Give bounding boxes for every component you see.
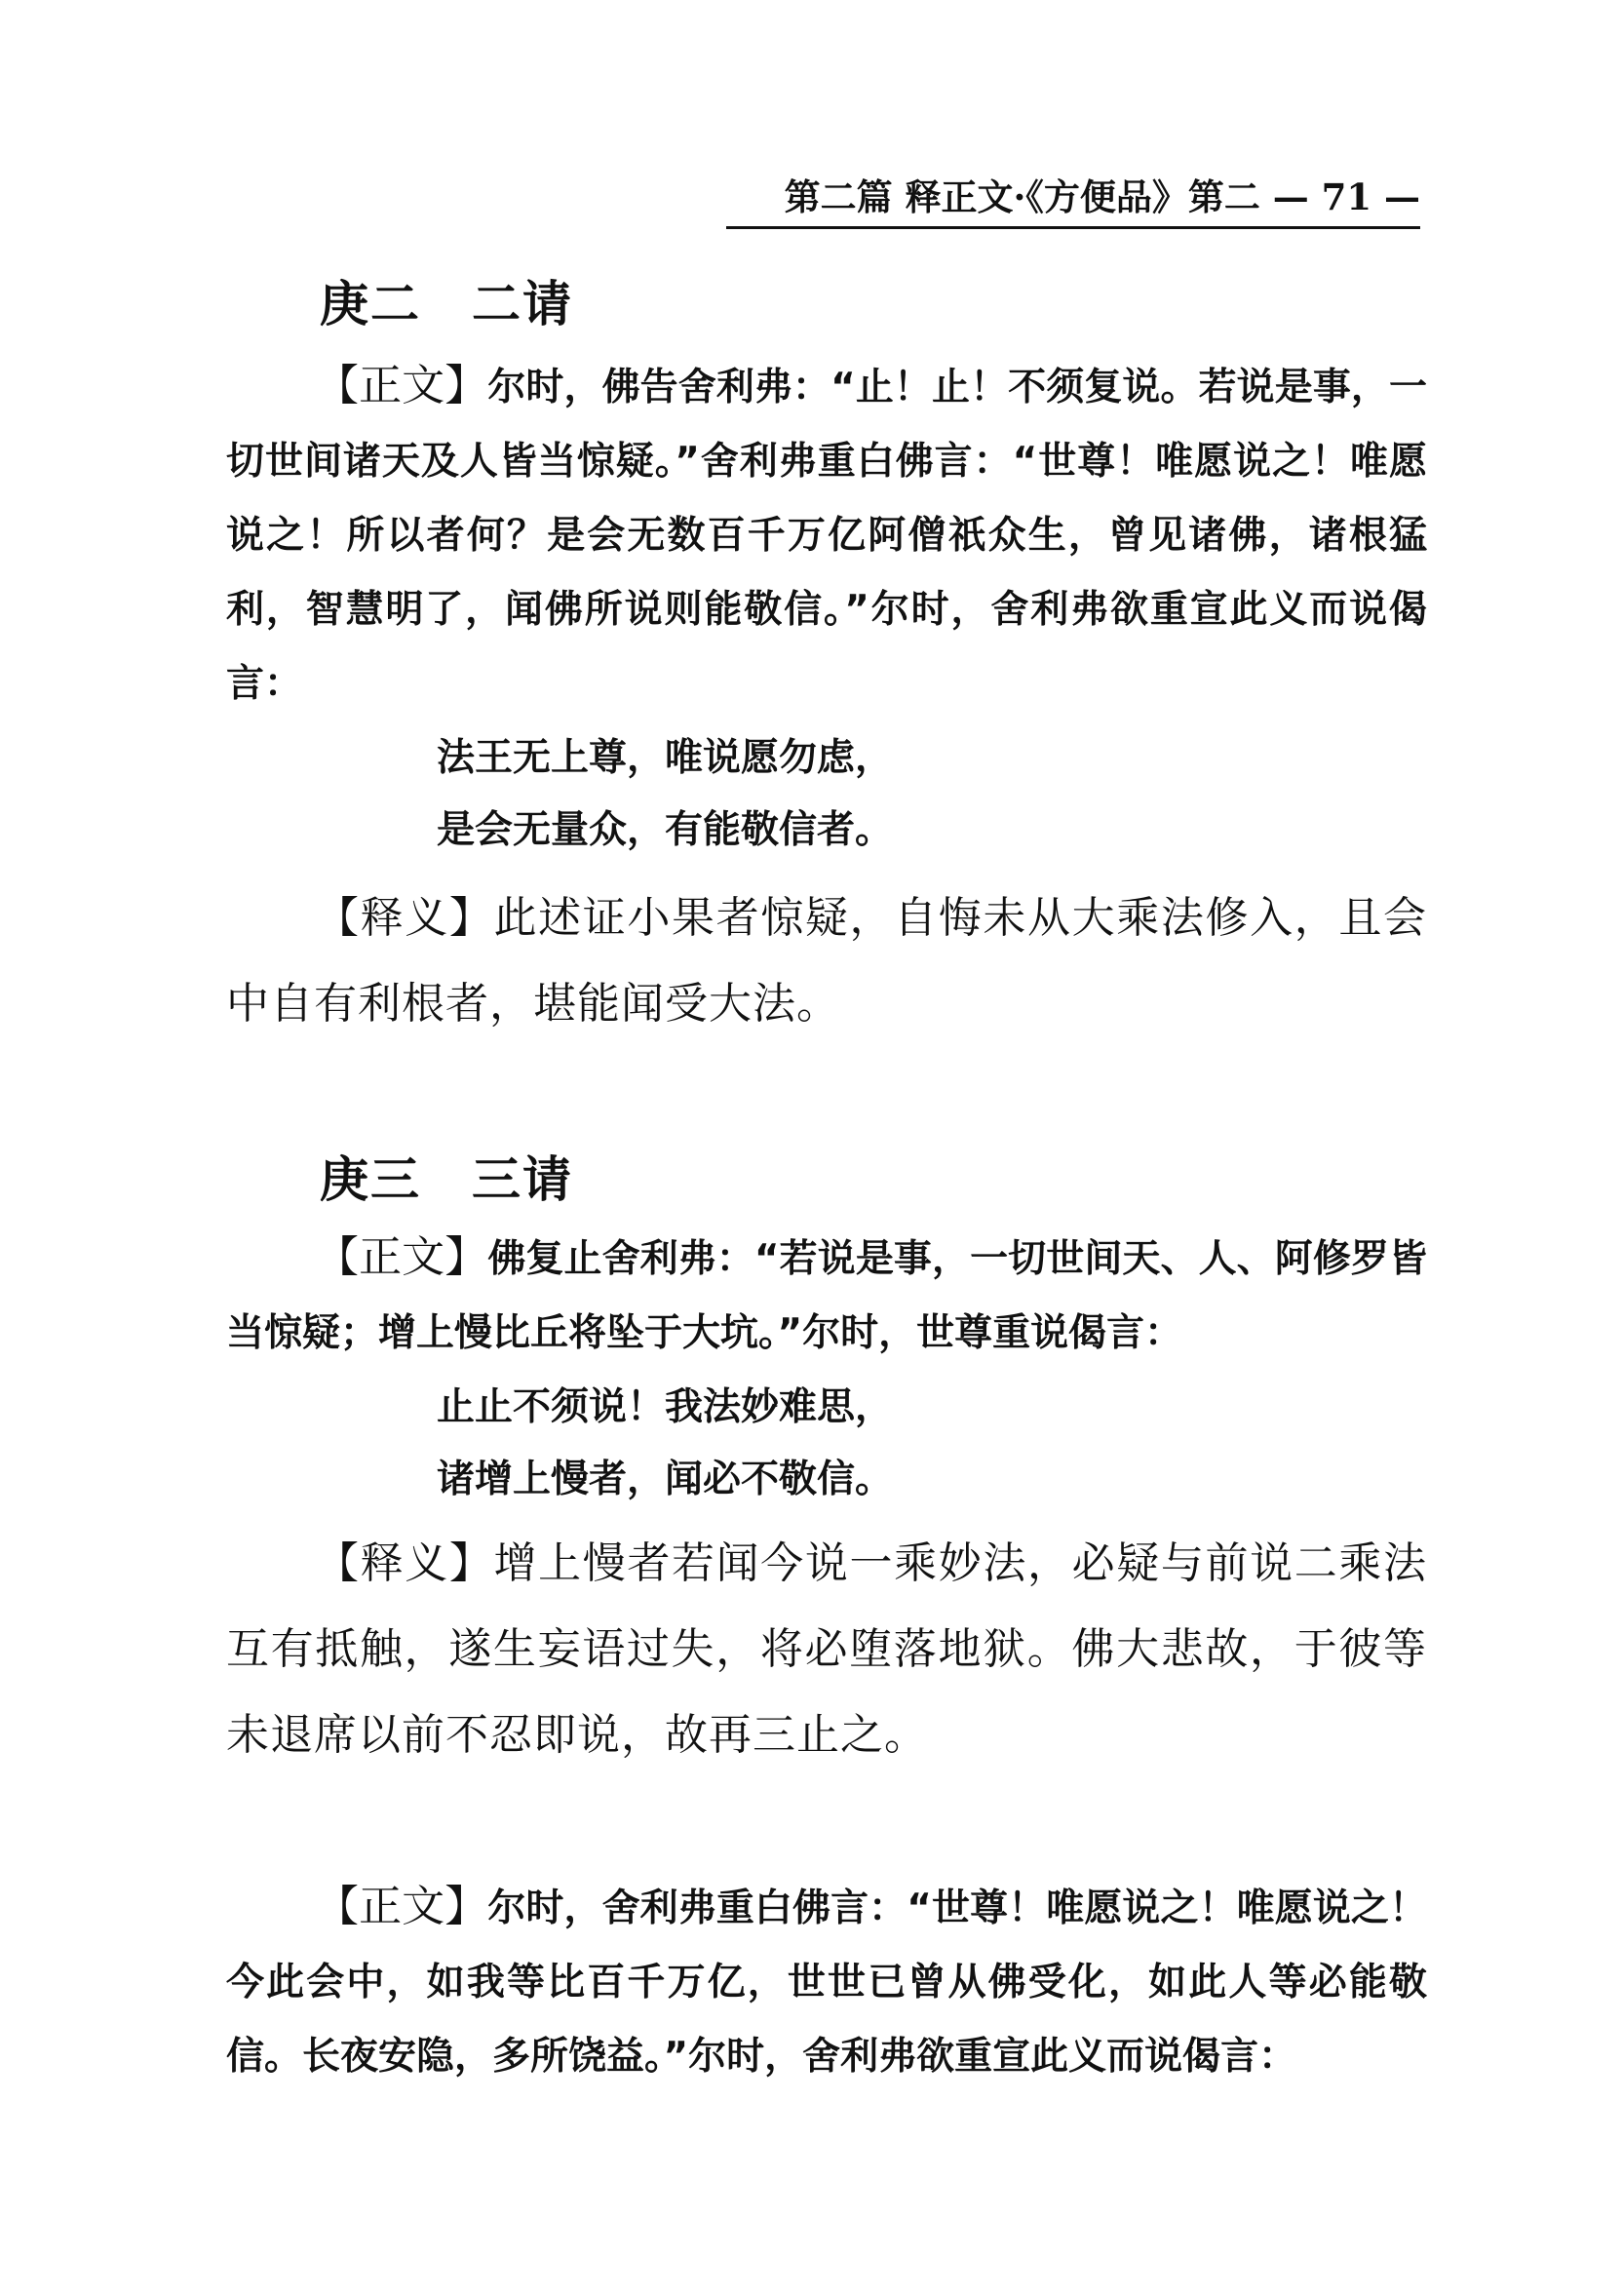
zhengwen-tag: 【正文】: [316, 1232, 488, 1282]
zhengwen-text: 佛复止舍利弗：“若说是事，一切世间天、人、阿修罗皆当惊疑；增上慢比丘将坠于大坑。”尔时，世尊重说偈言：: [226, 1237, 1427, 1355]
shiyi-paragraph-1: [226, 876, 1427, 1047]
section-heading-3: 庚三 三请: [320, 1151, 573, 1208]
shiyi-text: 此述证小果者惊疑，自悔未从大乘法修入，且会中自有利根者，堪能闻受大法。: [226, 893, 1427, 1029]
running-head: 第二篇 释正文·《方便品》第二 — 71 —: [726, 168, 1420, 229]
zhengwen-paragraph-2: [226, 1221, 1427, 1371]
shiyi-text: 增上慢者若闻今说一乘妙法，必疑与前说二乘法互有抵触，遂生妄语过失，将必堕落地狱。佛大悲故，于彼等未退席以前不忍即说，故再三止之。: [226, 1538, 1427, 1760]
zhengwen-tag: 【正文】: [316, 1882, 488, 1931]
verse-line: 是会无量众，有能敬信者。: [437, 808, 894, 852]
zhengwen-tag: 【正文】: [316, 361, 488, 410]
verse-line: 法王无上尊，唯说愿勿虑，: [437, 736, 894, 780]
section-heading-2: 庚二 二请: [320, 276, 573, 332]
zhengwen-paragraph-3: [226, 1870, 1427, 2094]
zhengwen-text: 尔时，佛告舍利弗：“止！止！不须复说。若说是事，一切世间诸天及人皆当惊疑。”舍利弗重白佛言：“世尊！唯愿说之！唯愿说之！所以者何？是会无数百千万亿阿僧祇众生，曾见诸佛，诸根猛利，智慧明了，闻佛所说则能敬信。”尔时，舍利弗欲重宣此义而说偈言：: [226, 366, 1427, 706]
zhengwen-paragraph-1: [226, 349, 1427, 721]
shiyi-tag: 【释义】: [316, 1538, 494, 1588]
shiyi-paragraph-2: [226, 1521, 1427, 1778]
shiyi-tag: 【释义】: [316, 893, 494, 943]
zhengwen-text: 尔时，舍利弗重白佛言：“世尊！唯愿说之！唯愿说之！今此会中，如我等比百千万亿，世世已曾从佛受化，如此人等必能敬信。长夜安隐，多所饶益。”尔时，舍利弗欲重宣此义而说偈言：: [226, 1887, 1427, 2079]
verse-line: 诸增上慢者，闻必不敬信。: [437, 1458, 894, 1501]
verse-line: 止止不须说！我法妙难思，: [437, 1385, 894, 1429]
